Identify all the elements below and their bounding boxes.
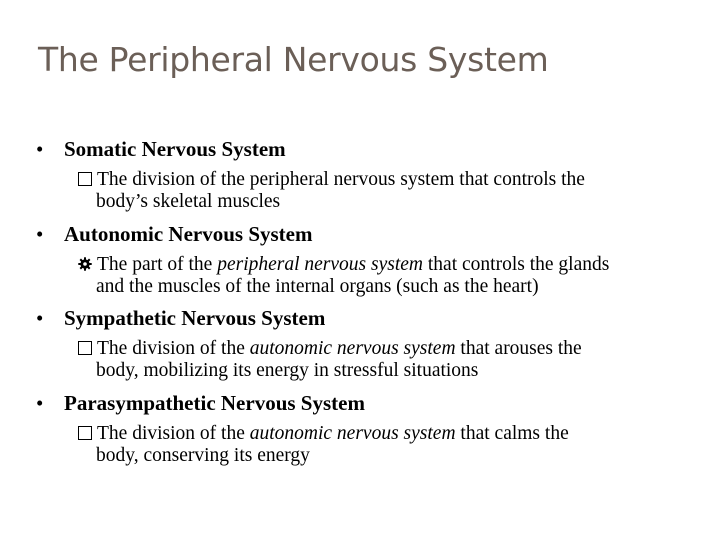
sub-bullet-autonomic	[78, 254, 678, 298]
bullet-dot-icon: •	[36, 222, 44, 246]
sub-bullet-text: that arouses the	[455, 338, 582, 359]
sub-bullet-line	[78, 254, 678, 276]
bullet-heading-sympathetic	[36, 306, 325, 330]
bullet-dot-icon: •	[36, 391, 44, 415]
bullet-heading-autonomic	[36, 222, 312, 246]
bullet-heading-somatic	[36, 137, 286, 161]
bullet-dot-icon: •	[36, 306, 44, 330]
sub-bullet-text: that calms the	[455, 423, 569, 444]
sub-bullet-text: The division of the	[97, 338, 250, 359]
bullet-heading-text: Autonomic Nervous System	[64, 222, 313, 246]
sub-bullet-line	[78, 423, 678, 445]
slide-title: The Peripheral Nervous System	[38, 40, 549, 79]
sub-bullet-line	[78, 338, 678, 360]
square-outline-icon	[78, 172, 92, 186]
sub-bullet-sympathetic	[78, 338, 678, 382]
sub-bullet-line	[78, 169, 678, 191]
bullet-dot-icon: •	[36, 137, 44, 161]
bullet-heading-text: Sympathetic Nervous System	[64, 306, 326, 330]
sub-bullet-text: The division of the	[97, 423, 250, 444]
sub-bullet-emphasis: autonomic nervous system	[249, 423, 456, 444]
square-outline-icon	[78, 341, 92, 355]
sub-bullet-emphasis: peripheral nervous system	[217, 254, 424, 275]
bullet-heading-parasympathetic	[36, 391, 365, 415]
sub-bullet-line-continued: body’s skeletal muscles	[96, 191, 281, 212]
sub-bullet-line-continued: and the muscles of the internal organs (such as the heart)	[96, 276, 539, 297]
sub-bullet-parasympathetic	[78, 423, 678, 467]
sub-bullet-line-continued: body, mobilizing its energy in stressful situations	[96, 360, 479, 381]
square-outline-icon	[78, 426, 92, 440]
sub-bullet-somatic	[78, 169, 678, 213]
sub-bullet-line-continued: body, conserving its energy	[96, 445, 310, 466]
sub-bullet-text: that controls the glands	[423, 254, 610, 275]
sub-bullet-text: The part of the	[97, 254, 218, 275]
bullet-heading-text: Parasympathetic Nervous System	[64, 391, 365, 415]
bullet-heading-text: Somatic Nervous System	[64, 137, 286, 161]
sub-bullet-emphasis: autonomic nervous system	[249, 338, 456, 359]
sub-bullet-text: The division of the peripheral nervous system that controls the	[97, 169, 585, 190]
gear-icon	[78, 257, 92, 271]
